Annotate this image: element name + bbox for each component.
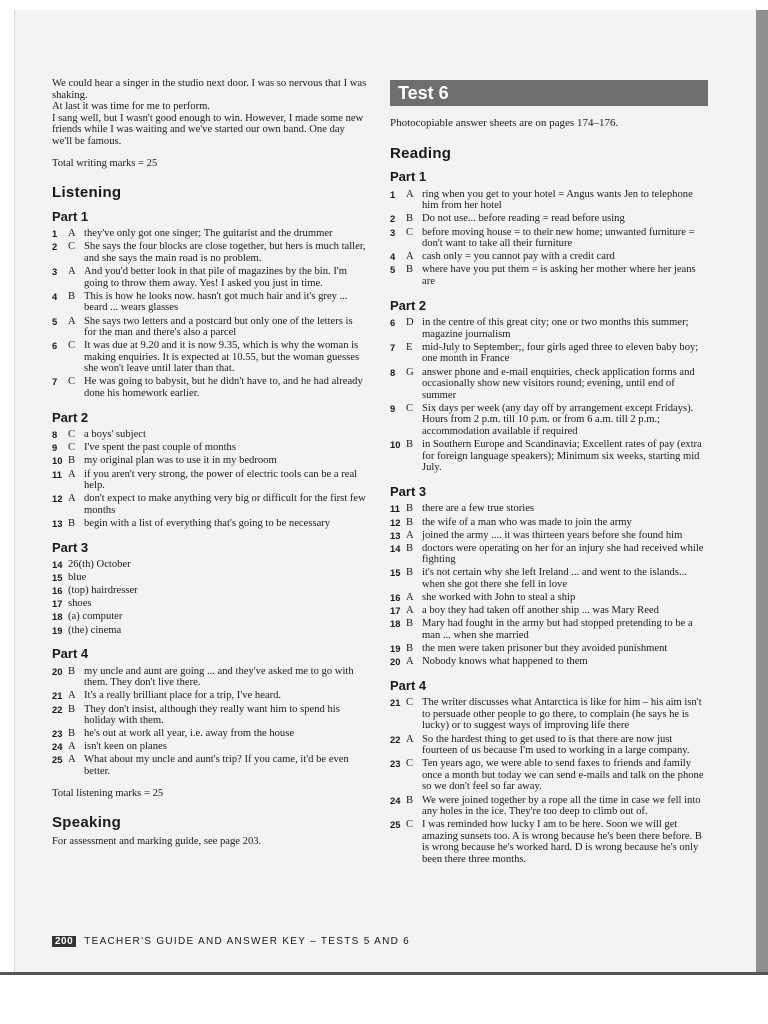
answer-text: she worked with John to steal a ship bbox=[422, 592, 576, 604]
answer-text: Six days per week (any day off by arrangement except Fridays). Hours from 2 p.m. till 10 p.m. or from 6 a.m. till 2 p.m.; accommodation available if required bbox=[422, 402, 694, 437]
answer-number: 19 bbox=[390, 642, 401, 654]
answer-letter: B bbox=[68, 728, 76, 740]
reading-part1-list bbox=[390, 189, 708, 288]
answer-text: And you'd better look in that pile of magazines by the bin. I'm going to throw them away. Yes! I asked you just in time. bbox=[84, 266, 348, 289]
answer-text: joined the army .... it was thirteen years before she found him bbox=[422, 529, 683, 541]
answer-item bbox=[390, 819, 708, 865]
listening-part4-title: Part 4 bbox=[52, 646, 89, 662]
intro-para-2: At last it was time for me to perform. bbox=[52, 101, 210, 113]
answer-number: 1 bbox=[390, 188, 396, 200]
answer-number: 22 bbox=[52, 703, 63, 715]
answer-text: I was reminded how lucky I am to be here. Soon we will get amazing sunsets too. A is wrong because he's been there before. B is wrong because he's worked hard. D is wrong because he's only been there three months. bbox=[422, 819, 702, 865]
answer-item bbox=[390, 367, 708, 402]
answer-letter: C bbox=[406, 402, 414, 414]
reading-part2-list bbox=[390, 317, 708, 474]
answer-text: He was going to babysit, but he didn't have to, and he had already done his homework earlier. bbox=[84, 376, 363, 400]
answer-number: 6 bbox=[52, 340, 58, 352]
answer-letter: A bbox=[68, 741, 76, 753]
answer-text: shoes bbox=[68, 598, 92, 610]
answer-text: my uncle and aunt are going ... and they've asked me to go with them. They don't live there. bbox=[84, 665, 354, 689]
answer-letter: A bbox=[68, 315, 76, 327]
answer-letter: G bbox=[406, 366, 414, 378]
answer-item bbox=[390, 697, 708, 732]
answer-item bbox=[390, 264, 708, 287]
answer-number: 1 bbox=[52, 228, 58, 240]
answer-item bbox=[52, 241, 367, 264]
total-writing-marks: Total writing marks = 25 bbox=[52, 157, 158, 169]
intro-para-1: We could hear a singer in the studio next door. I was so nervous that I was shaking. bbox=[52, 78, 367, 101]
speaking-heading: Speaking bbox=[52, 814, 122, 832]
answer-text: It's a really brilliant place for a trip, I've heard. bbox=[84, 690, 282, 702]
listening-heading: Listening bbox=[52, 184, 122, 202]
answer-text: in the centre of this great city; one or two months this summer; magazine journalism bbox=[422, 317, 689, 340]
listening-part3-list bbox=[52, 559, 367, 636]
answer-number: 25 bbox=[390, 819, 401, 831]
answer-number: 5 bbox=[390, 264, 396, 276]
answer-text: Nobody knows what happened to them bbox=[422, 656, 588, 668]
answer-letter: B bbox=[406, 642, 414, 654]
answer-number: 10 bbox=[390, 439, 401, 451]
answer-letter: C bbox=[68, 376, 76, 388]
answer-letter: A bbox=[68, 754, 76, 766]
answer-text: Ten years ago, we were able to send faxes to friends and family once a month but today we can send e-mails and talk on the phone so we don't feel so far away. bbox=[422, 758, 704, 793]
answer-text: I've spent the past couple of months bbox=[84, 442, 236, 454]
answer-item bbox=[390, 530, 708, 542]
answer-item bbox=[390, 439, 708, 474]
answer-text: She says the four blocks are close together, but hers is much taller, and she says the main road is no problem. bbox=[84, 241, 366, 265]
answer-text: isn't keen on planes bbox=[84, 741, 167, 753]
intro-para-3: I sang well, but I wasn't good enough to win. However, I made some new friends while I was waiting and we've started our own band. One day we'll be famous. bbox=[52, 112, 364, 147]
reading-part1-title: Part 1 bbox=[390, 169, 427, 185]
answer-item bbox=[390, 251, 708, 263]
answer-item bbox=[52, 598, 367, 610]
answer-item bbox=[52, 741, 367, 753]
answer-letter: B bbox=[406, 567, 414, 579]
answer-item bbox=[52, 728, 367, 740]
answer-number: 25 bbox=[52, 754, 63, 766]
answer-number: 11 bbox=[390, 503, 400, 515]
answer-item bbox=[52, 266, 367, 289]
answer-letter: B bbox=[68, 665, 76, 677]
answer-letter: A bbox=[68, 228, 76, 240]
answer-item bbox=[52, 469, 367, 492]
answer-number: 15 bbox=[52, 572, 63, 584]
answer-item bbox=[52, 572, 367, 584]
answer-text: begin with a list of everything that's going to be necessary bbox=[84, 517, 331, 529]
answer-letter: A bbox=[406, 188, 414, 200]
answer-item bbox=[390, 567, 708, 590]
answer-number: 21 bbox=[52, 690, 63, 702]
answer-number: 9 bbox=[52, 442, 58, 454]
answer-text: he's out at work all year, i.e. away from the house bbox=[84, 728, 295, 740]
answer-item bbox=[52, 666, 367, 689]
answer-number: 20 bbox=[390, 656, 401, 668]
answer-number: 2 bbox=[390, 213, 396, 225]
answer-text: it's not certain why she left Ireland ... and went to the islands... when she got there she fell in love bbox=[422, 567, 687, 590]
answer-letter: B bbox=[68, 517, 76, 529]
answer-item bbox=[52, 429, 367, 441]
answer-number: 18 bbox=[390, 618, 401, 630]
reading-part2-title: Part 2 bbox=[390, 297, 427, 313]
photocopy-note: Photocopiable answer sheets are on pages 174–176. bbox=[390, 117, 619, 129]
answer-text: don't expect to make anything very big or difficult for the first few months bbox=[84, 493, 366, 516]
listening-part4-list bbox=[52, 666, 367, 778]
answer-number: 16 bbox=[390, 592, 401, 604]
answer-letter: A bbox=[406, 251, 414, 263]
answer-item bbox=[52, 228, 367, 240]
answer-number: 6 bbox=[390, 317, 396, 329]
answer-number: 16 bbox=[52, 585, 63, 597]
answer-letter: A bbox=[68, 468, 76, 480]
answer-item bbox=[390, 734, 708, 757]
answer-item bbox=[390, 517, 708, 529]
answer-number: 21 bbox=[390, 697, 401, 709]
answer-number: 24 bbox=[390, 794, 401, 806]
answer-number: 23 bbox=[390, 758, 401, 770]
answer-item bbox=[52, 518, 367, 530]
answer-number: 14 bbox=[52, 559, 63, 571]
answer-item bbox=[52, 316, 367, 339]
answer-letter: B bbox=[406, 542, 414, 554]
answer-text: They don't insist, although they really want him to spend his holiday with them. bbox=[84, 703, 340, 727]
answer-text: doctors were operating on her for an injury she had received while fighting bbox=[422, 542, 704, 566]
answer-item bbox=[390, 342, 708, 365]
answer-text: the wife of a man who was made to join the army bbox=[422, 516, 632, 528]
answer-letter: D bbox=[406, 317, 414, 329]
answer-text: a boy they had taken off another ship ... was Mary Reed bbox=[422, 605, 659, 617]
answer-number: 13 bbox=[390, 529, 401, 541]
answer-text: mid-July to September;, four girls aged three to eleven baby boy; one month in France bbox=[422, 341, 699, 365]
answer-letter: B bbox=[406, 439, 414, 451]
reading-part4-list bbox=[390, 697, 708, 865]
answer-text: This is how he looks now. hasn't got much hair and it's grey ... beard ... wears glasses bbox=[84, 290, 348, 314]
running-title: TEACHER'S GUIDE AND ANSWER KEY – TESTS 5 AND 6 bbox=[84, 936, 411, 947]
answer-number: 22 bbox=[390, 733, 401, 745]
answer-number: 10 bbox=[52, 455, 63, 467]
answer-letter: C bbox=[68, 442, 76, 454]
answer-letter: B bbox=[68, 455, 76, 467]
answer-letter: B bbox=[406, 794, 414, 806]
answer-text: She says two letters and a postcard but only one of the letters is for the man and there's also a parcel bbox=[84, 315, 353, 339]
listening-part2-title: Part 2 bbox=[52, 409, 89, 425]
answer-letter: A bbox=[68, 266, 76, 278]
answer-text: Mary had fought in the army but had stopped pretending to be a man ... when she married bbox=[422, 618, 693, 641]
answer-text: they've only got one singer; The guitarist and the drummer bbox=[84, 228, 333, 240]
answer-item bbox=[52, 704, 367, 727]
answer-item bbox=[390, 403, 708, 438]
answer-item bbox=[52, 559, 367, 571]
answer-number: 4 bbox=[52, 290, 58, 302]
answer-number: 2 bbox=[52, 241, 58, 253]
answer-letter: C bbox=[68, 241, 76, 253]
answer-item bbox=[390, 605, 708, 617]
answer-letter: B bbox=[406, 213, 414, 225]
reading-part3-title: Part 3 bbox=[390, 483, 427, 499]
answer-letter: E bbox=[406, 341, 413, 353]
writing-sample bbox=[52, 78, 367, 148]
answer-letter: A bbox=[406, 592, 414, 604]
page-edge-shadow bbox=[756, 10, 768, 972]
bottom-rule bbox=[0, 972, 768, 975]
answer-number: 3 bbox=[52, 266, 58, 278]
answer-text: 26(th) October bbox=[68, 559, 131, 571]
answer-number: 5 bbox=[52, 315, 58, 327]
reading-heading: Reading bbox=[390, 144, 452, 162]
answer-letter: C bbox=[406, 697, 414, 709]
answer-number: 4 bbox=[390, 251, 396, 263]
answer-text: the men were taken prisoner but they avoided punishment bbox=[422, 642, 668, 654]
answer-item bbox=[52, 611, 367, 623]
answer-number: 12 bbox=[52, 493, 63, 505]
answer-letter: A bbox=[406, 656, 414, 668]
answer-letter: A bbox=[68, 690, 76, 702]
answer-number: 7 bbox=[390, 341, 396, 353]
answer-number: 3 bbox=[390, 226, 396, 238]
answer-item bbox=[390, 758, 708, 793]
answer-item bbox=[390, 795, 708, 818]
answer-text: if you aren't very strong, the power of electric tools can be a real help. bbox=[84, 468, 358, 492]
answer-number: 9 bbox=[390, 402, 396, 414]
answer-letter: B bbox=[68, 703, 76, 715]
answer-item bbox=[390, 643, 708, 655]
answer-letter: C bbox=[68, 340, 76, 352]
answer-item bbox=[390, 503, 708, 515]
answer-number: 8 bbox=[390, 366, 396, 378]
answer-letter: B bbox=[68, 290, 76, 302]
answer-letter: A bbox=[406, 529, 414, 541]
answer-number: 20 bbox=[52, 665, 63, 677]
reading-part4-title: Part 4 bbox=[390, 677, 427, 693]
answer-number: 12 bbox=[390, 516, 401, 528]
listening-part1-list bbox=[52, 228, 367, 399]
answer-item bbox=[52, 340, 367, 375]
answer-number: 17 bbox=[390, 605, 401, 617]
answer-text: (top) hairdresser bbox=[68, 585, 138, 597]
answer-number: 18 bbox=[52, 611, 63, 623]
answer-item bbox=[390, 189, 708, 212]
answer-text: Do not use... before reading = read before using bbox=[422, 213, 625, 225]
answer-item bbox=[390, 618, 708, 641]
answer-text: (a) computer bbox=[68, 611, 123, 623]
listening-part3-title: Part 3 bbox=[52, 539, 89, 555]
answer-text: It was due at 9.20 and it is now 9.35, which is why the woman is making enquiries. It is expected at 10.55, but the woman guesses she won't leave until later than that. bbox=[84, 340, 360, 375]
answer-item bbox=[390, 543, 708, 566]
answer-letter: C bbox=[68, 429, 76, 441]
answer-text: a boys' subject bbox=[84, 429, 146, 441]
test-title-bar: Test 6 bbox=[390, 80, 708, 106]
answer-item bbox=[52, 493, 367, 516]
answer-item bbox=[390, 656, 708, 668]
page-footer bbox=[52, 936, 410, 947]
answer-letter: A bbox=[68, 493, 76, 505]
answer-letter: B bbox=[406, 618, 414, 630]
answer-text: What about my uncle and aunt's trip? If you came, it'd be even better. bbox=[84, 754, 349, 777]
answer-item bbox=[52, 455, 367, 467]
answer-number: 24 bbox=[52, 741, 63, 753]
answer-letter: A bbox=[406, 605, 414, 617]
answer-number: 23 bbox=[52, 728, 63, 740]
answer-text: my original plan was to use it in my bedroom bbox=[84, 455, 277, 467]
answer-text: ring when you get to your hotel = Angus wants Jen to telephone him from her hotel bbox=[422, 188, 693, 212]
answer-text: in Southern Europe and Scandinavia; Excellent rates of pay (extra for foreign language speakers); Minimum six weeks, starting mid July. bbox=[422, 439, 702, 474]
answer-item bbox=[390, 317, 708, 340]
answer-text: So the hardest thing to get used to is that there are now just fourteen of us because I'm used to working in a large company. bbox=[422, 733, 690, 757]
answer-text: cash only = you cannot pay with a credit card bbox=[422, 251, 615, 263]
answer-letter: B bbox=[406, 503, 414, 515]
answer-text: The writer discusses what Antarctica is like for him – his aim isn't to persuade other people to go there, to complain (he says he is lucky) or to suggest ways of improving life there bbox=[422, 697, 702, 732]
answer-item bbox=[52, 585, 367, 597]
left-column bbox=[52, 78, 367, 847]
answer-item bbox=[52, 754, 367, 777]
answer-item bbox=[390, 592, 708, 604]
answer-letter: A bbox=[406, 733, 414, 745]
right-column bbox=[390, 80, 708, 867]
answer-number: 14 bbox=[390, 542, 401, 554]
answer-number: 15 bbox=[390, 567, 401, 579]
answer-number: 13 bbox=[52, 517, 63, 529]
answer-text: before moving house = to their new home; unwanted furniture = don't want to take all their furniture bbox=[422, 226, 695, 250]
answer-letter: B bbox=[406, 264, 414, 276]
answer-text: where have you put them = is asking her mother where her jeans are bbox=[422, 264, 696, 287]
listening-part2-list bbox=[52, 429, 367, 529]
answer-item bbox=[52, 376, 367, 399]
answer-letter: C bbox=[406, 758, 414, 770]
answer-text: there are a few true stories bbox=[422, 503, 535, 515]
answer-item bbox=[52, 690, 367, 702]
answer-item bbox=[390, 213, 708, 225]
answer-item bbox=[390, 227, 708, 250]
answer-item bbox=[52, 625, 367, 637]
speaking-text: For assessment and marking guide, see page 203. bbox=[52, 835, 262, 847]
answer-number: 7 bbox=[52, 376, 58, 388]
reading-part3-list bbox=[390, 503, 708, 667]
answer-number: 17 bbox=[52, 598, 63, 610]
listening-part1-title: Part 1 bbox=[52, 208, 89, 224]
answer-number: 19 bbox=[52, 624, 63, 636]
answer-number: 8 bbox=[52, 429, 58, 441]
page-number: 200 bbox=[52, 936, 76, 947]
total-listening-marks: Total listening marks = 25 bbox=[52, 787, 164, 799]
answer-item bbox=[52, 291, 367, 314]
answer-number: 11 bbox=[52, 468, 62, 480]
answer-letter: B bbox=[406, 516, 414, 528]
answer-text: (the) cinema bbox=[68, 624, 122, 636]
answer-text: blue bbox=[68, 572, 87, 584]
answer-text: We were joined together by a rope all the time in case we fell into any holes in the ice. They're too deep to climb out of. bbox=[422, 794, 701, 818]
answer-text: answer phone and e-mail enquiries, check application forms and occasionally show new visitors round; evening, until end of summer bbox=[422, 366, 695, 401]
answer-letter: C bbox=[406, 226, 414, 238]
answer-letter: C bbox=[406, 819, 414, 831]
answer-item bbox=[52, 442, 367, 454]
